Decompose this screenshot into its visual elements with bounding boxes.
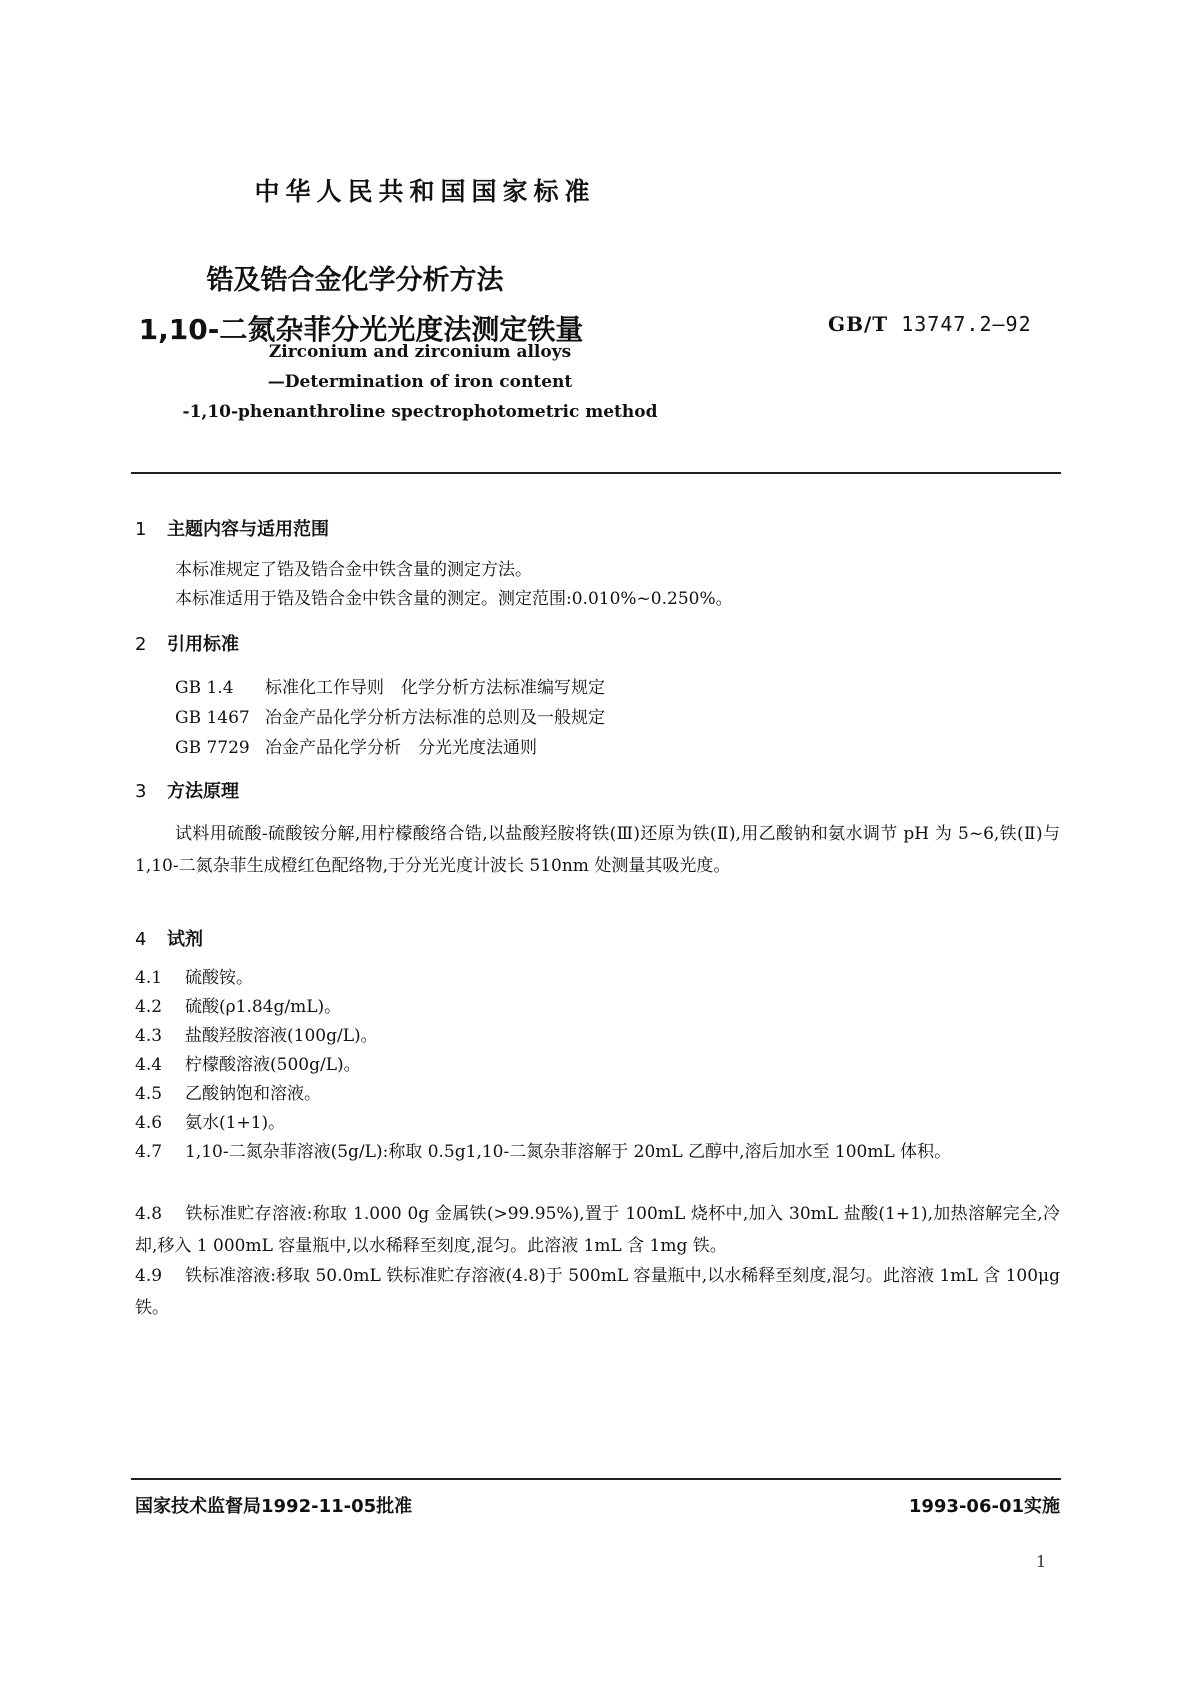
reagent-number: 4.5 bbox=[135, 1084, 163, 1104]
reference-item bbox=[175, 703, 605, 728]
section-3-heading bbox=[135, 777, 239, 803]
section-1-heading bbox=[135, 515, 329, 541]
standard-number: 13747.2—92 bbox=[901, 312, 1032, 336]
reagent-item bbox=[135, 1107, 1060, 1139]
reagent-text: 氨水(1+1)。 bbox=[185, 1113, 286, 1133]
section-title: 引用标准 bbox=[167, 634, 239, 655]
approval-date: 国家技术监督局1992-11-05批准 bbox=[135, 1496, 413, 1517]
section-1-line2: 本标准适用于锆及锆合金中铁含量的测定。测定范围:0.010%~0.250%。 bbox=[175, 589, 733, 609]
document-title-line1: 锆及锆合金化学分析方法 bbox=[206, 265, 504, 296]
reagent-number: 4.2 bbox=[135, 997, 163, 1017]
section-number: 4 bbox=[135, 929, 147, 950]
reagent-item bbox=[135, 1020, 1060, 1052]
section-number: 2 bbox=[135, 634, 147, 655]
section-title: 试剂 bbox=[167, 929, 203, 950]
header-divider bbox=[131, 472, 1061, 474]
section-1-line1: 本标准规定了锆及锆合金中铁含量的测定方法。 bbox=[175, 560, 532, 580]
reagent-item bbox=[135, 1078, 1060, 1110]
national-standard-heading: 中华人民共和国国家标准 bbox=[254, 177, 596, 206]
section-number: 3 bbox=[135, 781, 147, 802]
reference-code: GB 1467 bbox=[175, 708, 250, 728]
reagent-number: 4.8 bbox=[135, 1204, 163, 1224]
reagent-number: 4.6 bbox=[135, 1113, 163, 1133]
reference-code: GB 7729 bbox=[175, 738, 250, 758]
reagent-number: 4.4 bbox=[135, 1055, 163, 1075]
standard-code bbox=[828, 312, 1032, 336]
reagent-number: 4.9 bbox=[135, 1266, 163, 1286]
implementation-date: 1993-06-01实施 bbox=[908, 1496, 1060, 1517]
reagent-text: 乙酸钠饱和溶液。 bbox=[185, 1084, 321, 1104]
reference-code: GB 1.4 bbox=[175, 678, 234, 698]
english-title-line1: Zirconium and zirconium alloys bbox=[268, 342, 572, 362]
reagent-text: 柠檬酸溶液(500g/L)。 bbox=[185, 1055, 361, 1075]
section-title: 方法原理 bbox=[167, 781, 239, 802]
reagent-item bbox=[135, 1198, 1060, 1262]
section-3-paragraph: 试料用硫酸-硫酸铵分解,用柠檬酸络合锆,以盐酸羟胺将铁(Ⅲ)还原为铁(Ⅱ),用乙酸钠和氨水调节 pH 为 5~6,铁(Ⅱ)与 1,10-二氮杂菲生成橙红色配络物,于分光光度计波长 510nm 处测量其吸光度。 bbox=[135, 824, 1060, 876]
reagent-number: 4.1 bbox=[135, 968, 163, 988]
section-title: 主题内容与适用范围 bbox=[167, 519, 329, 540]
reagent-text: 盐酸羟胺溶液(100g/L)。 bbox=[185, 1026, 378, 1046]
document-title-line2: 1,10-二氮杂菲分光光度法测定铁量 bbox=[138, 313, 584, 346]
reagent-text: 铁标准溶液:移取 50.0mL 铁标准贮存溶液(4.8)于 500mL 容量瓶中,以水稀释至刻度,混匀。此溶液 1mL 含 100μg 铁。 bbox=[135, 1266, 1060, 1318]
section-2-heading bbox=[135, 630, 239, 656]
reference-text: 冶金产品化学分析 分光光度法通则 bbox=[265, 738, 537, 758]
reagent-number: 4.7 bbox=[135, 1142, 163, 1162]
section-number: 1 bbox=[135, 519, 147, 540]
reference-item bbox=[175, 733, 537, 758]
reagent-item bbox=[135, 962, 1060, 994]
reagent-text: 铁标准贮存溶液:称取 1.000 0g 金属铁(>99.95%),置于 100mL 烧杯中,加入 30mL 盐酸(1+1),加热溶解完全,冷却,移入 1 000mL 容量瓶中,以水稀释至刻度,混匀。此溶液 1mL 含 1mg 铁。 bbox=[135, 1204, 1060, 1256]
reagent-item bbox=[135, 1136, 1060, 1168]
reagent-text: 硫酸铵。 bbox=[185, 968, 253, 988]
english-title-line3: -1,10-phenanthroline spectrophotometric method bbox=[182, 402, 658, 422]
section-4-heading bbox=[135, 925, 203, 951]
reference-text: 标准化工作导则 化学分析方法标准编写规定 bbox=[265, 678, 605, 698]
standard-prefix: GB/T bbox=[828, 312, 889, 336]
reagent-text: 1,10-二氮杂菲溶液(5g/L):称取 0.5g1,10-二氮杂菲溶解于 20mL 乙醇中,溶后加水至 100mL 体积。 bbox=[185, 1142, 952, 1162]
english-title-line2: —Determination of iron content bbox=[267, 372, 573, 392]
reference-text: 冶金产品化学分析方法标准的总则及一般规定 bbox=[265, 708, 605, 728]
reference-item bbox=[175, 673, 605, 698]
reagent-text: 硫酸(ρ1.84g/mL)。 bbox=[185, 997, 342, 1017]
footer-divider bbox=[131, 1478, 1061, 1480]
reagent-item bbox=[135, 991, 1060, 1023]
reagent-item bbox=[135, 1260, 1060, 1324]
page-number: 1 bbox=[1036, 1552, 1047, 1571]
reagent-item bbox=[135, 1049, 1060, 1081]
reagent-number: 4.3 bbox=[135, 1026, 163, 1046]
